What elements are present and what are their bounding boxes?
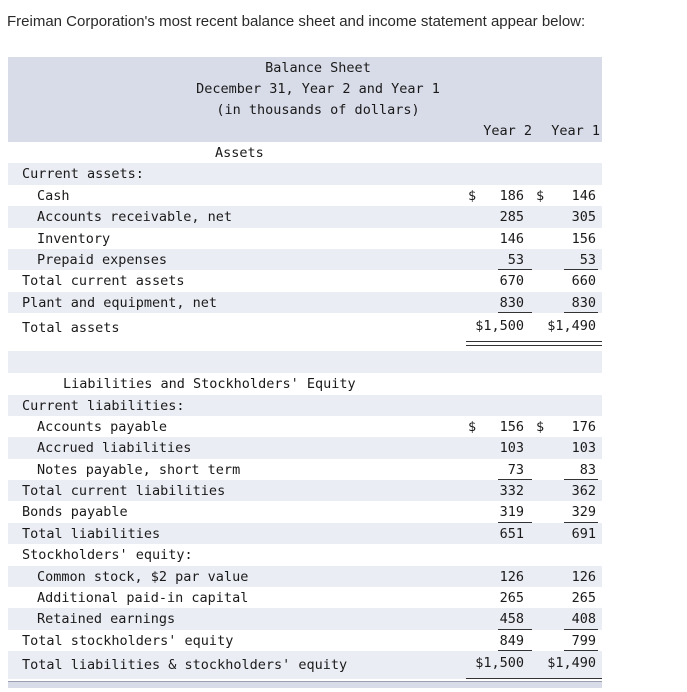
current-assets-heading: Current assets: bbox=[22, 166, 144, 183]
value-year2: 146 bbox=[499, 230, 524, 247]
value-year1: 126 bbox=[571, 568, 596, 585]
value-year1: 408 bbox=[571, 611, 596, 628]
row-label: Accounts receivable, net bbox=[37, 209, 233, 226]
current-liabilities-heading-row bbox=[8, 395, 602, 416]
row-label: Common stock, $2 par value bbox=[37, 568, 249, 585]
value-year1: 103 bbox=[571, 440, 596, 457]
liabilities-heading: Liabilities and Stockholders' Equity bbox=[63, 376, 356, 393]
col-header-year2: Year 2 bbox=[483, 123, 532, 139]
currency-symbol: $ bbox=[468, 418, 477, 435]
table-row bbox=[8, 630, 602, 651]
row-label: Bonds payable bbox=[22, 504, 128, 521]
balance-sheet-header bbox=[8, 57, 602, 142]
value-year2: 53 bbox=[507, 251, 524, 268]
value-year1: 362 bbox=[571, 483, 596, 500]
value-year1: $1,490 bbox=[547, 318, 596, 335]
row-label: Total stockholders' equity bbox=[22, 632, 234, 649]
value-year2: 126 bbox=[499, 568, 524, 585]
liabilities-heading-row bbox=[8, 373, 602, 394]
value-year2: 156 bbox=[499, 418, 524, 435]
table-row bbox=[8, 228, 602, 249]
table-row bbox=[8, 270, 602, 291]
table-row bbox=[8, 416, 602, 437]
row-label: Total assets bbox=[22, 320, 120, 337]
intro-text: Freiman Corporation's most recent balance sheet and income statement appear below: bbox=[7, 13, 586, 30]
value-year1: 53 bbox=[579, 251, 596, 268]
value-year2: 285 bbox=[499, 209, 524, 226]
table-row bbox=[8, 523, 602, 544]
row-label: Plant and equipment, net bbox=[22, 294, 218, 311]
table-row bbox=[8, 437, 602, 458]
value-year1: 265 bbox=[571, 590, 596, 607]
sheet-date: December 31, Year 2 and Year 1 bbox=[196, 81, 440, 97]
equity-heading: Stockholders' equity: bbox=[22, 547, 193, 564]
value-year1: 305 bbox=[571, 209, 596, 226]
current-assets-heading-row bbox=[8, 163, 602, 184]
row-label: Total current liabilities bbox=[22, 483, 226, 500]
table-row bbox=[8, 501, 602, 522]
value-year1: 691 bbox=[571, 525, 596, 542]
row-label: Total liabilities bbox=[22, 525, 161, 542]
row-label: Additional paid-in capital bbox=[37, 590, 249, 607]
value-year1: 660 bbox=[571, 273, 596, 290]
value-year2: 186 bbox=[499, 187, 524, 204]
value-year1: 799 bbox=[571, 632, 596, 649]
value-year2: 458 bbox=[499, 611, 524, 628]
value-year1: 156 bbox=[571, 230, 596, 247]
value-year2: 265 bbox=[499, 590, 524, 607]
value-year2: 332 bbox=[499, 483, 524, 500]
equity-heading-row bbox=[8, 544, 602, 565]
table-row bbox=[8, 651, 602, 679]
value-year2: 830 bbox=[499, 294, 524, 311]
table-row bbox=[8, 185, 602, 206]
row-label: Accounts payable bbox=[37, 418, 168, 435]
table-row bbox=[8, 459, 602, 480]
value-year2: 73 bbox=[507, 461, 524, 478]
table-row bbox=[8, 292, 602, 313]
table-row bbox=[8, 249, 602, 270]
sheet-title: Balance Sheet bbox=[265, 60, 371, 76]
table-row bbox=[8, 480, 602, 501]
table-row bbox=[8, 206, 602, 227]
row-label: Total current assets bbox=[22, 273, 185, 290]
value-year2: 670 bbox=[499, 273, 524, 290]
col-header-year1: Year 1 bbox=[551, 123, 600, 139]
value-year2: $1,500 bbox=[475, 655, 524, 672]
assets-heading: Assets bbox=[215, 145, 264, 161]
value-year1: 176 bbox=[571, 418, 596, 435]
balance-sheet-table bbox=[8, 57, 602, 679]
assets-heading-row bbox=[8, 142, 602, 163]
sheet-units: (in thousands of dollars) bbox=[216, 102, 420, 118]
row-label: Retained earnings bbox=[37, 611, 176, 628]
value-year1: $1,490 bbox=[547, 655, 596, 672]
value-year1: 329 bbox=[571, 504, 596, 521]
currency-symbol: $ bbox=[536, 187, 545, 204]
table-row bbox=[8, 566, 602, 587]
value-year1: 146 bbox=[571, 187, 596, 204]
table-row bbox=[8, 313, 602, 342]
value-year2: 651 bbox=[499, 525, 524, 542]
value-year1: 830 bbox=[571, 294, 596, 311]
table-row bbox=[8, 608, 602, 629]
row-label: Accrued liabilities bbox=[37, 440, 192, 457]
value-year1: 83 bbox=[579, 461, 596, 478]
row-label: Cash bbox=[37, 187, 70, 204]
value-year2: 849 bbox=[499, 632, 524, 649]
currency-symbol: $ bbox=[536, 418, 545, 435]
current-liabilities-heading: Current liabilities: bbox=[22, 397, 185, 414]
section-separator bbox=[8, 351, 602, 373]
currency-symbol: $ bbox=[468, 187, 477, 204]
row-label: Prepaid expenses bbox=[37, 251, 168, 268]
row-label: Total liabilities & stockholders' equity bbox=[22, 657, 348, 674]
total-double-underline bbox=[466, 341, 602, 346]
row-label: Notes payable, short term bbox=[37, 461, 241, 478]
value-year2: $1,500 bbox=[475, 318, 524, 335]
value-year2: 103 bbox=[499, 440, 524, 457]
table-footer-bar bbox=[8, 681, 602, 688]
table-row bbox=[8, 587, 602, 608]
row-label: Inventory bbox=[37, 230, 111, 247]
value-year2: 319 bbox=[499, 504, 524, 521]
